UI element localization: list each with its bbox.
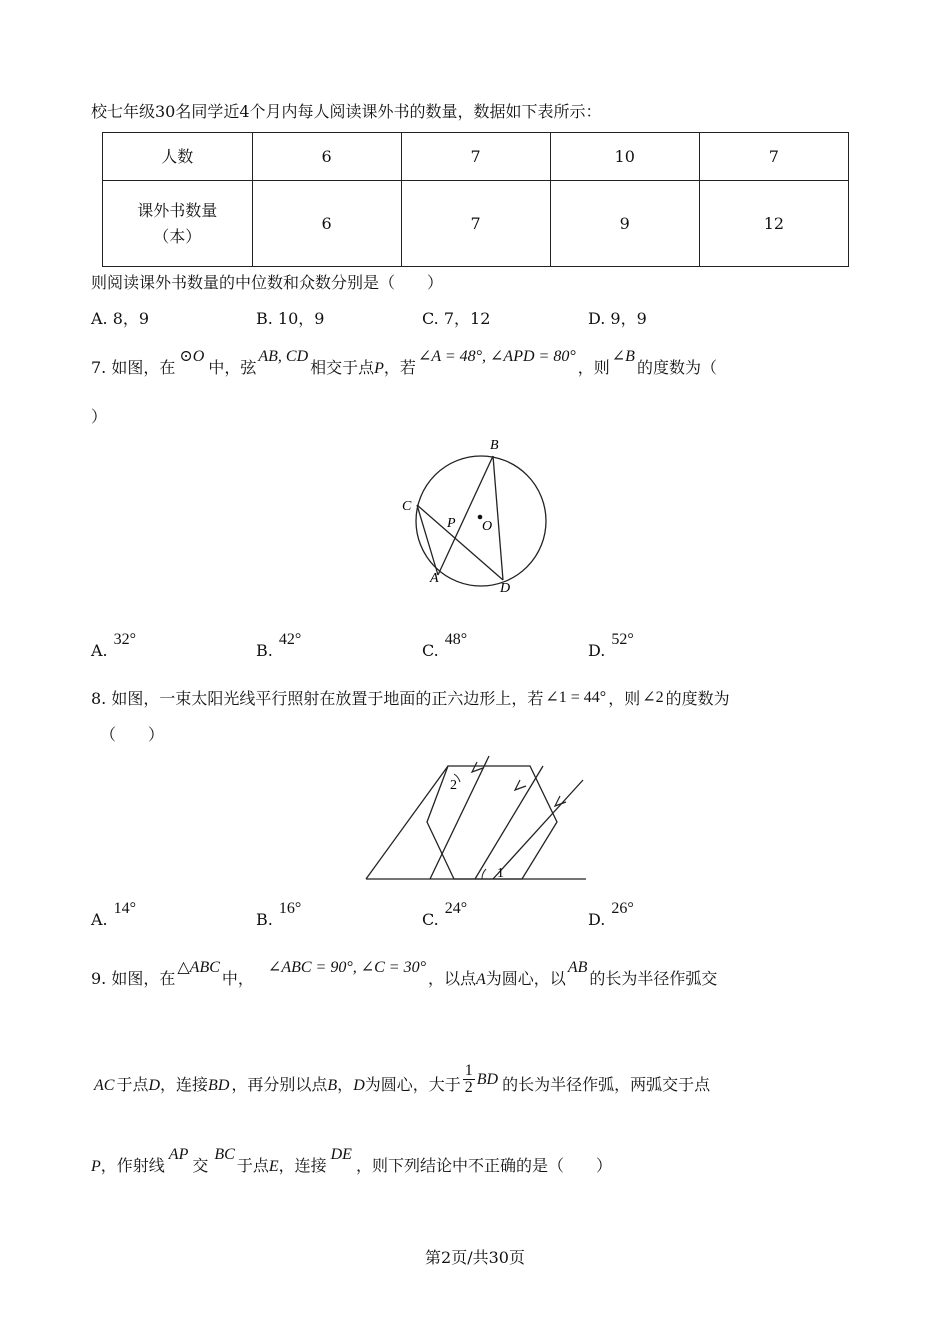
q9-stem-line-1	[91, 959, 718, 990]
q9-point-p: P	[91, 1158, 101, 1175]
option-value: 48°	[444, 631, 468, 648]
q8-text: ，则	[608, 689, 641, 708]
q9-bd: BD	[476, 1071, 499, 1088]
q9-ac: AC	[94, 1077, 115, 1094]
q9-point-e: E	[268, 1158, 279, 1175]
q9-text: 9. 如图，在	[91, 969, 176, 988]
q7-text: ，若	[383, 358, 416, 377]
q9-point-a: A	[476, 971, 486, 988]
label-b: B	[490, 438, 499, 453]
q9-text: ，连接	[278, 1156, 327, 1175]
option-letter: B.	[256, 641, 273, 660]
option-letter: B.	[256, 910, 273, 929]
table-cell: 12	[699, 181, 848, 267]
table-row	[103, 133, 849, 181]
q7-option-c	[422, 631, 468, 662]
q9-text: ，以点	[428, 969, 477, 988]
q9-text: 于点	[236, 1156, 269, 1175]
option-value: 16°	[278, 900, 302, 917]
table-cell: 人数	[103, 133, 253, 181]
q7-stem-end: ）	[91, 407, 108, 426]
q9-ab: AB	[567, 959, 588, 976]
q9-text: 为圆心，大于	[364, 1075, 461, 1094]
q7-angle-b: ∠B	[611, 348, 635, 365]
q9-bd: BD	[208, 1077, 230, 1094]
page-footer: 第2页/共30页	[425, 1248, 525, 1267]
data-table	[102, 132, 849, 267]
q8-hexagon-figure	[362, 752, 592, 886]
q7-option-d	[588, 631, 634, 662]
q6-option-d: D. 9，9	[588, 309, 647, 328]
table-cell: 7	[401, 181, 550, 267]
q9-stem-line-3	[91, 1146, 612, 1177]
q7-option-a	[91, 631, 137, 662]
q6-option-a: A. 8，9	[91, 309, 150, 328]
label-2: 2	[450, 778, 457, 793]
table-cell: 6	[252, 181, 401, 267]
q9-text: 为圆心，以	[485, 969, 566, 988]
q9-de: DE	[330, 1146, 352, 1163]
table-cell: 6	[252, 133, 401, 181]
q8-option-a	[91, 900, 137, 931]
option-value: 26°	[611, 900, 634, 917]
q9-text: ，作射线	[100, 1156, 165, 1175]
q7-text: 7. 如图，在	[91, 358, 176, 377]
q9-point-b: B	[327, 1077, 338, 1094]
label-p: P	[447, 516, 456, 531]
label-o: O	[482, 519, 493, 534]
option-value: 32°	[113, 631, 137, 648]
label-a: A	[430, 571, 439, 586]
option-letter: D.	[588, 910, 606, 929]
q9-text: ，则下列结论中不正确的是（ ）	[355, 1156, 612, 1175]
q8-stem	[91, 689, 730, 710]
q6-option-b: B. 10，9	[256, 309, 325, 328]
arrow-icon	[515, 780, 526, 790]
q7-circle-figure	[396, 432, 556, 602]
q9-text: 中，	[221, 969, 254, 988]
option-letter: C.	[422, 910, 439, 929]
q9-text: ，连接	[160, 1075, 209, 1094]
option-value: 52°	[611, 631, 634, 648]
q9-stem-line-2	[94, 1062, 711, 1102]
table-row	[103, 181, 849, 267]
q6-option-c: C. 7，12	[422, 309, 491, 328]
q9-point-d: D	[148, 1077, 161, 1094]
q8-condition: ∠1 = 44°	[545, 689, 607, 706]
fraction-numerator: 1	[464, 1062, 473, 1079]
q9-bc: BC	[214, 1146, 235, 1163]
table-cell: 9	[550, 181, 699, 267]
fraction-denominator: 2	[464, 1079, 473, 1096]
q7-option-b	[256, 631, 302, 662]
table-cell: 7	[401, 133, 550, 181]
q9-fraction	[463, 1063, 475, 1096]
q8-text: 8. 如图，一束太阳光线平行照射在放置于地面的正六边形上，若	[91, 689, 544, 708]
q7-stem	[91, 348, 717, 379]
q9-text: 的长为半径作弧交	[589, 969, 718, 988]
q7-chords: AB, CD	[258, 348, 309, 365]
angle-1-arc	[482, 869, 486, 879]
q8-option-d	[588, 900, 634, 931]
q8-stem-end: （ ）	[100, 725, 165, 744]
q9-text: 的长为半径作弧，两弧交于点	[502, 1075, 711, 1094]
q9-condition: ∠ABC = 90°, ∠C = 30°	[267, 959, 426, 976]
q9-triangle: △ABC	[177, 959, 220, 976]
q7-text: 的度数为（	[636, 358, 717, 377]
q9-ap: AP	[168, 1146, 189, 1163]
q9-text: 交	[192, 1156, 209, 1175]
q8-option-b	[256, 900, 302, 931]
sun-ray-1	[430, 756, 489, 879]
q9-text: ，	[337, 1075, 354, 1094]
q7-circle-o: ⊙O	[179, 348, 205, 365]
q7-text: 相交于点	[310, 358, 375, 377]
q9-text: 于点	[116, 1075, 149, 1094]
q9-text: ，再分别以点	[231, 1075, 328, 1094]
chord-cd	[417, 505, 503, 580]
q6-stem: 则阅读课外书数量的中位数和众数分别是（ ）	[91, 273, 444, 292]
q7-condition: ∠A = 48°, ∠APD = 80°	[417, 348, 576, 365]
table-header-cell	[103, 181, 253, 267]
option-value: 42°	[278, 631, 302, 648]
option-value: 24°	[444, 900, 468, 917]
label-c: C	[402, 499, 412, 514]
table-cell-line: （本）	[153, 226, 202, 246]
segment-ca	[417, 505, 438, 575]
q7-text: ，则	[577, 358, 610, 377]
table-cell: 7	[699, 133, 848, 181]
segment-bd	[493, 456, 503, 580]
sun-ray-3	[493, 780, 583, 879]
option-letter: A.	[91, 641, 108, 660]
option-letter: C.	[422, 641, 439, 660]
hexagon-edge-extension	[366, 766, 448, 879]
q8-angle-2: ∠2	[642, 689, 664, 706]
option-value: 14°	[113, 900, 137, 917]
q8-text: 的度数为	[665, 689, 730, 708]
table-cell-line: 课外书数量	[137, 200, 218, 220]
option-letter: A.	[91, 910, 108, 929]
table-cell: 10	[550, 133, 699, 181]
label-d: D	[500, 581, 511, 596]
q9-point-d: D	[353, 1077, 365, 1094]
q7-point-p: P	[374, 360, 384, 377]
option-letter: D.	[588, 641, 606, 660]
hexagon	[427, 766, 557, 879]
intro-text: 校七年级30名同学近4个月内每人阅读课外书的数量，数据如下表所示：	[91, 102, 602, 121]
q7-text: 中，弦	[208, 358, 257, 377]
q8-option-c	[422, 900, 468, 931]
label-1: 1	[497, 866, 504, 881]
